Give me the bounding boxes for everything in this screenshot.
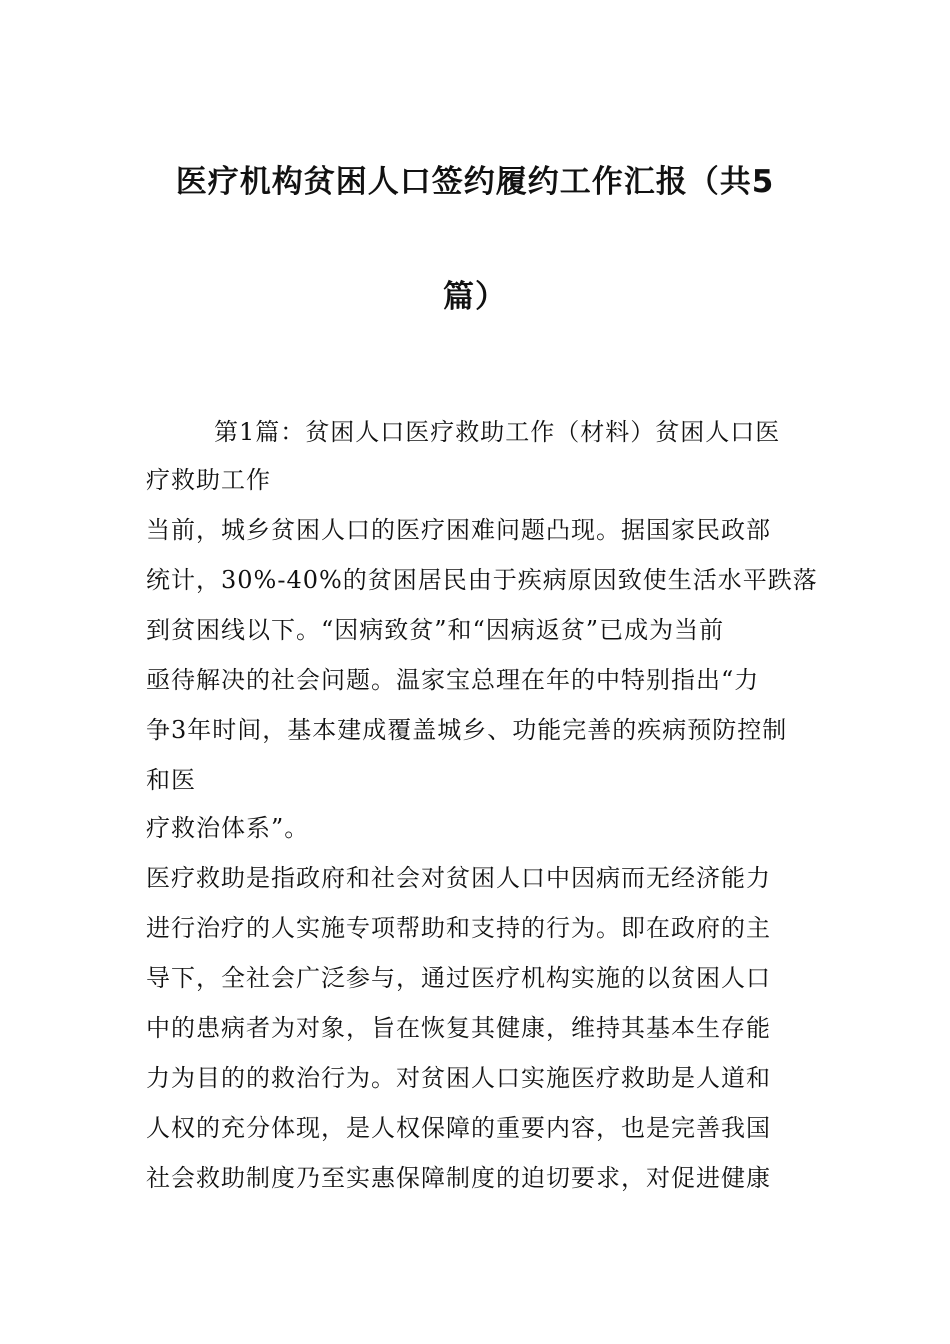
text-line: 争3年时间，基本建成覆盖城乡、功能完善的疾病预防控制 xyxy=(146,716,788,744)
text-line: 人权的充分体现，是人权保障的重要内容，也是完善我国 xyxy=(146,1114,771,1142)
text-line: 中的患病者为对象，旨在恢复其健康，维持其基本生存能 xyxy=(146,1014,771,1042)
text-line: 医疗救助是指政府和社会对贫困人口中因病而无经济能力 xyxy=(146,864,771,892)
text-line: 和医 xyxy=(146,766,196,794)
text-line: 统计，30%-40%的贫困居民由于疾病原因致使生活水平跌落 xyxy=(146,566,818,594)
text-line: 亟待解决的社会问题。温家宝总理在年的中特别指出“力 xyxy=(146,666,760,694)
text-line: 力为目的的救治行为。对贫困人口实施医疗救助是人道和 xyxy=(146,1064,771,1092)
text-line: 当前，城乡贫困人口的医疗困难问题凸现。据国家民政部 xyxy=(146,516,771,544)
text-line: 疗救助工作 xyxy=(146,466,271,494)
text-line: 疗救治体系”。 xyxy=(146,814,310,842)
text-line: 社会救助制度乃至实惠保障制度的迫切要求，对促进健康 xyxy=(146,1164,771,1192)
document-title-line-1: 医疗机构贫困人口签约履约工作汇报（共5 xyxy=(175,164,775,200)
text-line: 第1篇：贫困人口医疗救助工作（材料）贫困人口医 xyxy=(214,418,781,446)
document-title-line-2: 篇） xyxy=(443,279,507,315)
text-line: 进行治疗的人实施专项帮助和支持的行为。即在政府的主 xyxy=(146,914,771,942)
text-line: 导下，全社会广泛参与，通过医疗机构实施的以贫困人口 xyxy=(146,964,771,992)
text-line: 到贫困线以下。“因病致贫”和“因病返贫”已成为当前 xyxy=(146,616,725,644)
